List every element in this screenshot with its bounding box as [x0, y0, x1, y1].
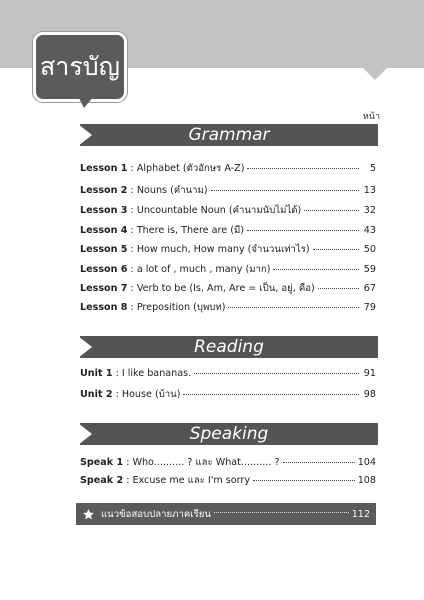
toc-entry[interactable]: [80, 473, 376, 487]
toc-entry[interactable]: [80, 203, 376, 217]
toc-entry-prefix: Lesson 2: [80, 185, 128, 196]
dot-leader: [214, 512, 349, 513]
section-title: Speaking: [189, 424, 269, 444]
title-bubble-tail: [78, 96, 94, 108]
toc-entry-prefix: Lesson 4: [80, 225, 128, 236]
toc-entry-label: [80, 262, 270, 277]
dot-leader: [183, 394, 359, 395]
toc-entry-prefix: Lesson 7: [80, 283, 128, 294]
toc-entry-prefix: Lesson 1: [80, 163, 128, 174]
dot-leader: [253, 480, 355, 481]
toc-entry-label: [80, 387, 180, 402]
toc-entry[interactable]: [80, 300, 376, 314]
toc-entry-label: [80, 223, 244, 238]
dot-leader: [194, 373, 359, 374]
toc-entry[interactable]: [80, 161, 376, 175]
toc-entry-label: [80, 473, 250, 488]
toc-entry-text: : House (บ้าน): [112, 389, 181, 400]
toc-entry-page: 67: [363, 283, 376, 294]
toc-entry-page: 5: [369, 163, 376, 174]
section-title: Reading: [194, 337, 264, 357]
toc-entry-page: 104: [357, 457, 376, 468]
exam-page: 112: [351, 508, 370, 520]
toc-entry-label: [80, 281, 315, 296]
dot-leader: [247, 230, 359, 231]
toc-entry-text: : Preposition (บุพบท): [127, 302, 226, 313]
toc-entry-text: : Nouns (คำนาม): [127, 185, 208, 196]
toc-entry[interactable]: [80, 183, 376, 197]
toc-entry[interactable]: [80, 387, 376, 401]
dot-leader: [247, 168, 359, 169]
toc-entry-text: : a lot of , much , many (มาก): [127, 264, 271, 275]
section-header-reading: [80, 336, 378, 358]
dot-leader: [273, 269, 359, 270]
toc-entry-text: : How much, How many (จำนวนเท่าไร): [127, 244, 310, 255]
page-title: สารบัญ: [33, 32, 127, 102]
dot-leader: [313, 249, 359, 250]
toc-entry-label: [80, 455, 280, 470]
dot-leader: [211, 190, 359, 191]
toc-entry-page: 59: [363, 264, 376, 275]
page-column-label: หน้า: [362, 112, 380, 122]
toc-entry-prefix: Lesson 3: [80, 205, 128, 216]
toc-entry-page: 50: [363, 244, 376, 255]
toc-entry-text: : There is, There are (มี): [127, 225, 245, 236]
header-notch: [363, 68, 387, 80]
exam-label: แนวข้อสอบปลายภาคเรียน: [101, 508, 211, 520]
toc-entry-text: : Who.......... ? และ What.......... ?: [123, 457, 280, 468]
dot-leader: [228, 307, 359, 308]
section-header-grammar: [80, 124, 378, 146]
toc-entry-prefix: Lesson 5: [80, 244, 128, 255]
toc-entry-prefix: Unit 1: [80, 368, 113, 379]
toc-entry-prefix: Speak 2: [80, 475, 124, 486]
toc-entry-text: : I like bananas.: [112, 368, 192, 379]
toc-entry-prefix: Lesson 6: [80, 264, 128, 275]
section-arrow-icon: [78, 124, 92, 146]
toc-entry-prefix: Speak 1: [80, 457, 124, 468]
section-header-speaking: [80, 423, 378, 445]
toc-entry-text: : Verb to be (Is, Am, Are = เป็น, อยู่, คือ): [127, 283, 315, 294]
toc-entry[interactable]: [80, 223, 376, 237]
exam-entry[interactable]: [76, 503, 376, 525]
toc-entry-page: 32: [363, 205, 376, 216]
dot-leader: [304, 210, 359, 211]
toc-entry[interactable]: [80, 281, 376, 295]
toc-entry[interactable]: [80, 368, 376, 382]
section-arrow-icon: [78, 336, 92, 358]
toc-entry-page: 108: [357, 475, 376, 486]
dot-leader: [283, 462, 355, 463]
toc-entry-page: 43: [363, 225, 376, 236]
toc-entry-label: [80, 242, 310, 257]
section-arrow-icon: [78, 423, 92, 445]
toc-entry-label: [80, 183, 208, 198]
toc-entry-label: [80, 300, 225, 315]
star-icon: [82, 508, 95, 521]
toc-entry[interactable]: [80, 242, 376, 256]
toc-entry[interactable]: [80, 455, 376, 469]
toc-entry-page: 98: [363, 389, 376, 400]
toc-entry-text: : Uncountable Noun (คำนามนับไม่ได้): [127, 205, 302, 216]
toc-entry-page: 79: [363, 302, 376, 313]
toc-entry-text: : Excuse me และ I'm sorry: [123, 475, 251, 486]
toc-entry-prefix: Lesson 8: [80, 302, 128, 313]
toc-entry-prefix: Unit 2: [80, 389, 113, 400]
toc-entry-page: 91: [363, 368, 376, 379]
toc-entry-label: [80, 203, 301, 218]
toc-entry-text: : Alphabet (ตัวอักษร A-Z): [127, 163, 245, 174]
toc-entry-label: [80, 368, 191, 379]
toc-entry[interactable]: [80, 262, 376, 276]
toc-entry-page: 13: [363, 185, 376, 196]
toc-entry-label: [80, 161, 244, 176]
dot-leader: [318, 288, 359, 289]
section-title: Grammar: [188, 125, 270, 145]
